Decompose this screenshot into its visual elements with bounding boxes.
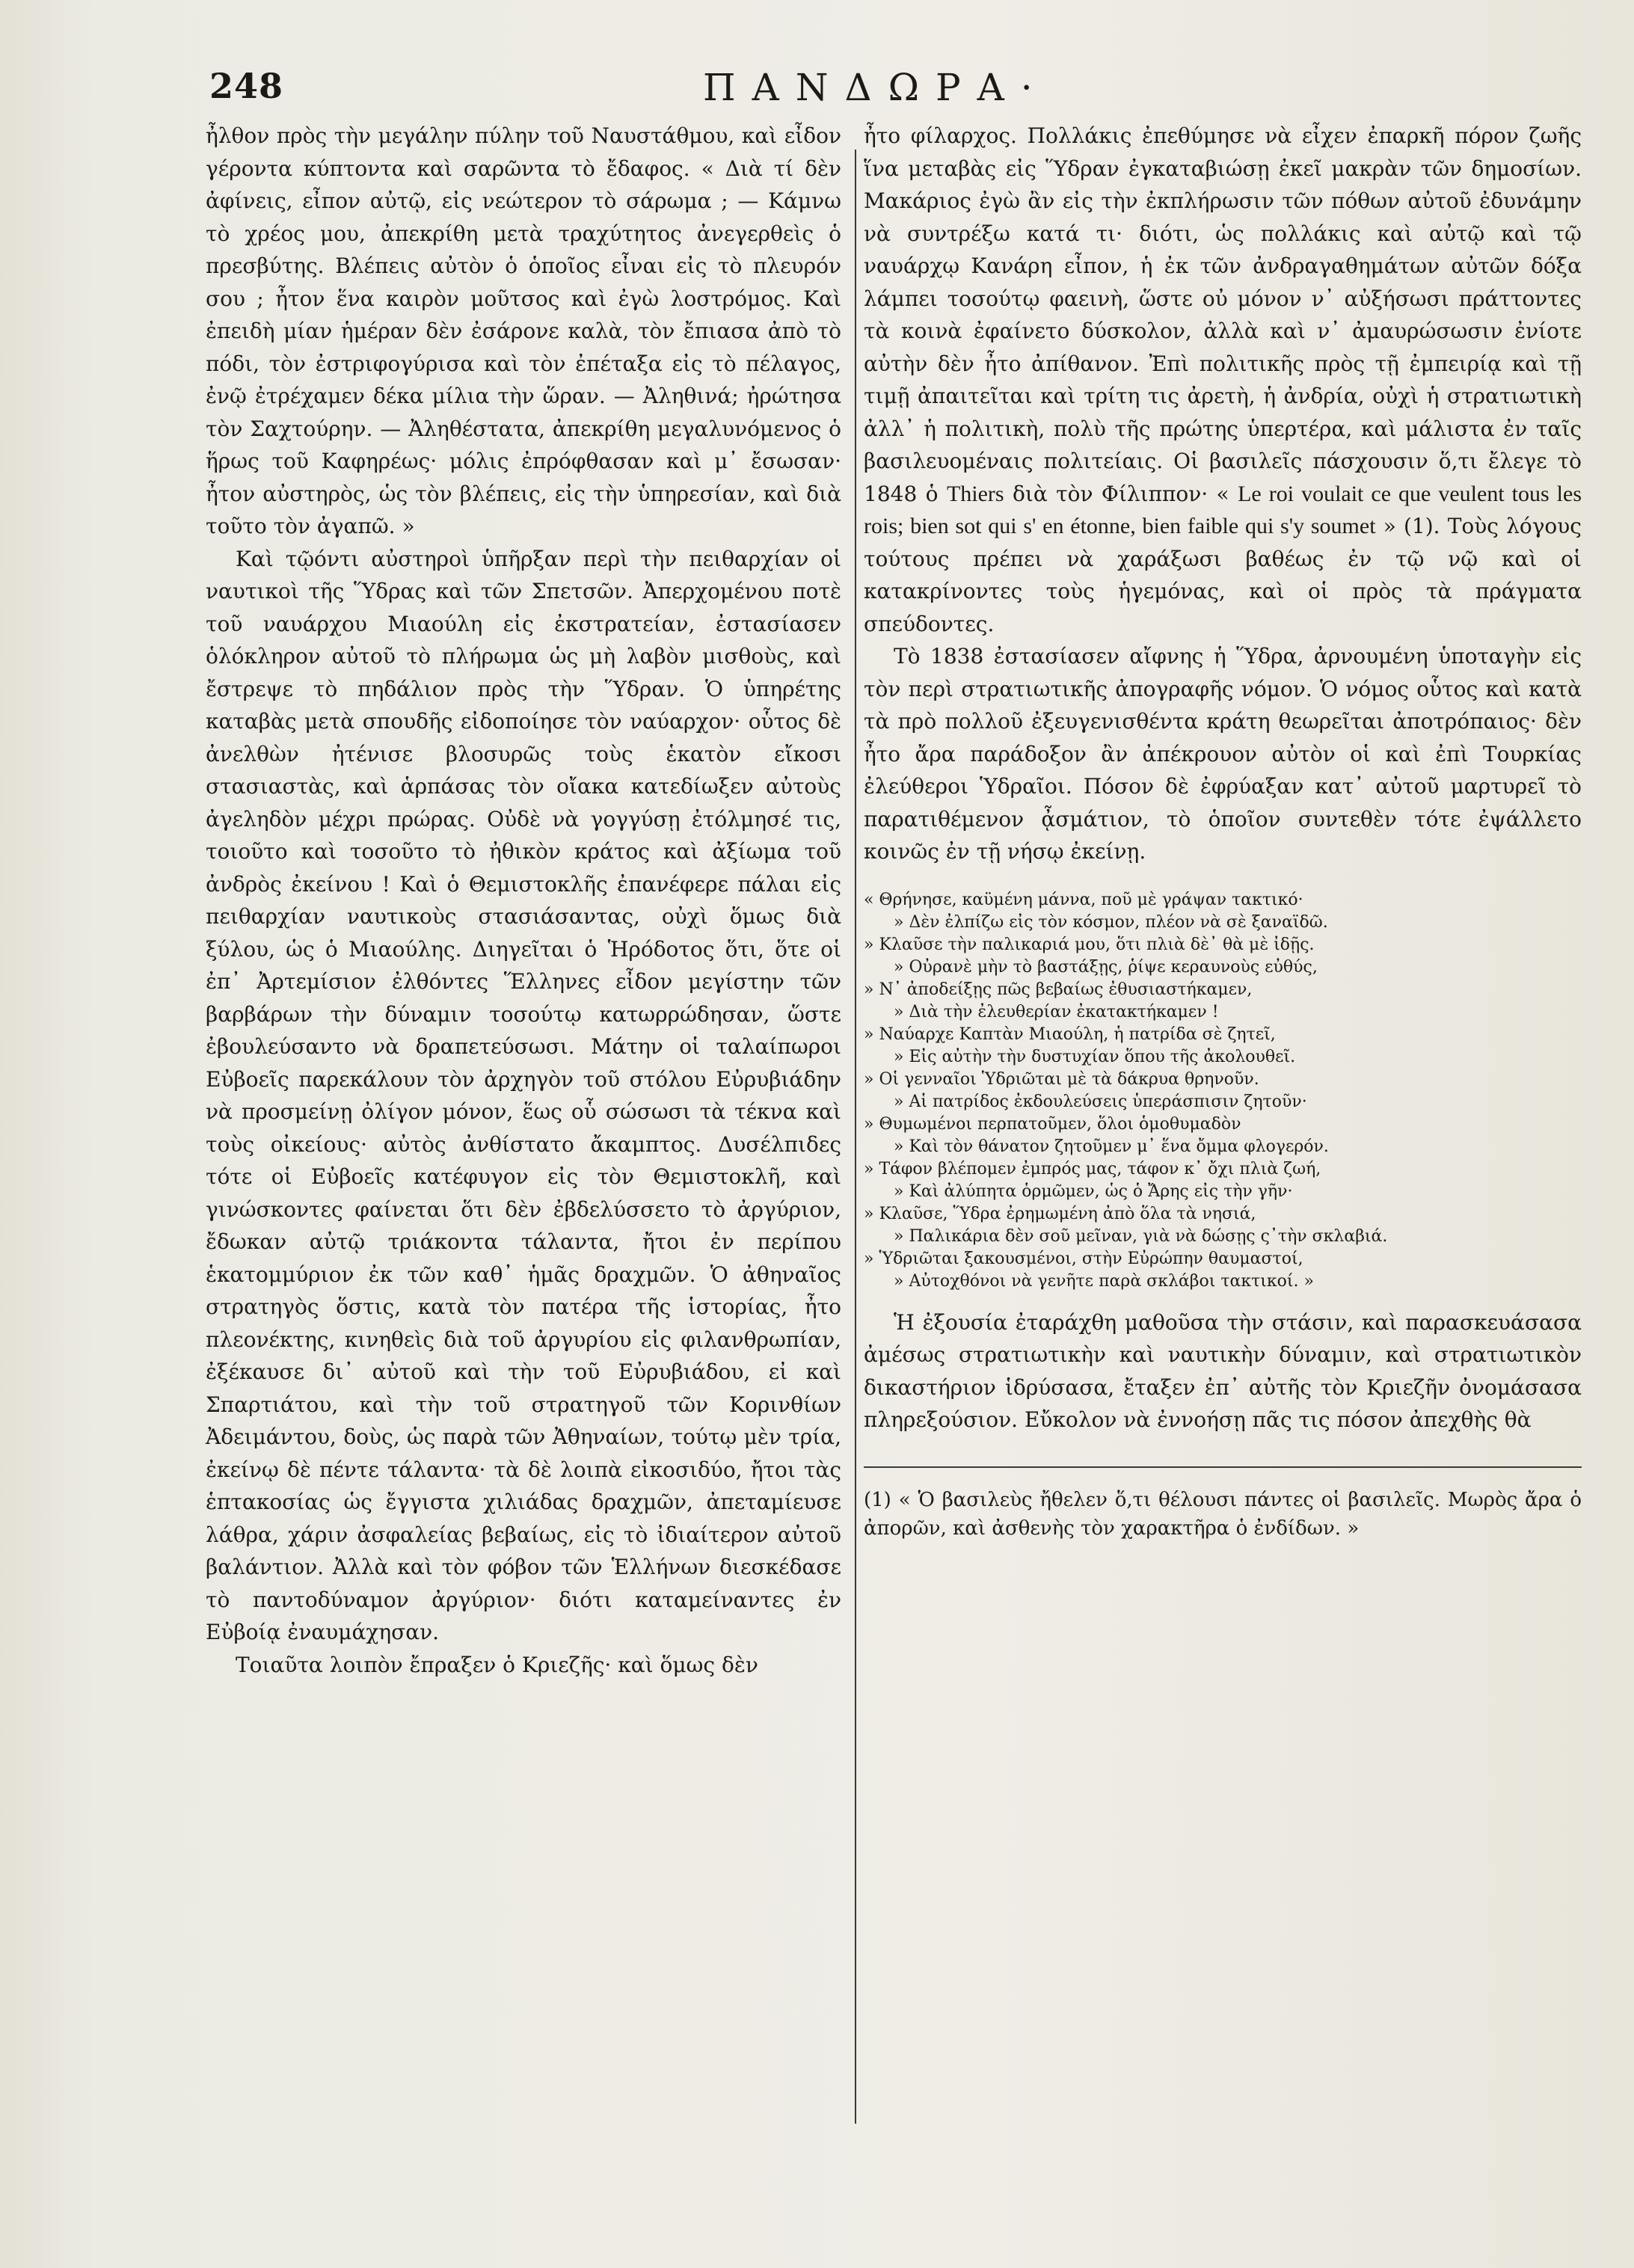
- hydra-song: [864, 889, 1582, 1293]
- column-divider: [855, 150, 856, 2124]
- footnote: (1) « Ὁ βασιλεὺς ἤθελεν ὅ,τι θέλουσι πάντες οἱ βασιλεῖς. Μωρὸς ἄρα ὁ ἀπορῶν, καὶ ἀσθενὴς τὸν χαρακτῆρα ὁ ἐνδίδων. »: [864, 1488, 1582, 1540]
- french-quote: Le roi voulait ce que veulent tous les rois; bien sot qui s' en étonne, bien faible qui s'y soumet: [864, 481, 1582, 538]
- poem-line: » Αὐτοχθόνοι νὰ γενῆτε παρὰ σκλάβοι τακτικοί. »: [894, 1271, 1314, 1291]
- thiers-name: Thiers: [946, 481, 1004, 506]
- poem-line: » Οὐρανὲ μὴν τὸ βαστάξῃς, ῥίψε κεραυνοὺς εὐθύς,: [894, 957, 1318, 977]
- poem-line: » Δὲν ἐλπίζω εἰς τὸν κόσμον, πλέον νὰ σὲ ξαναϊδῶ.: [894, 912, 1328, 932]
- poem-line: » Παλικάρια δὲν σοῦ μεῖναν, γιὰ νὰ δώσῃς ς᾽τὴν σκλαβιά.: [894, 1226, 1388, 1246]
- left-paragraph-2: Καὶ τῷόντι αὐστηροὶ ὑπῆρξαν περὶ τὴν πειθαρχίαν οἱ ναυτικοὶ τῆς Ὕδρας καὶ τῶν Σπετσῶν. Ἀπερχομένου ποτὲ τοῦ ναυάρχου Μιαούλη εἰς ἐκστρατείαν, ἐστασίασεν ὁλόκληρον αὐτοῦ τὸ πλήρωμα ὡς μὴ λαβὸν μισθοὺς, καὶ ἔστρεψε τὸ πηδάλιον πρὸς τὴν Ὕδραν. Ὁ ὑπηρέτης καταβὰς μετὰ σπουδῆς εἰδοποίησε τὸν ναύαρχον· οὗτος δὲ ἀνελθὼν ἠτένισε βλοσυρῶς τοὺς ἑκατὸν εἴκοσι στασιαστὰς, καὶ ἁρπάσας τὸν οἴακα κατεδίωξεν αὐτοὺς ἀγεληδὸν μέχρι πρώρας. Οὐδὲ νὰ γογγύσῃ ἐτόλμησέ τις, τοιοῦτο καὶ τοσοῦτο τὸ ἠθικὸν κράτος καὶ ἀξίωμα τοῦ ἀνδρὸς ἐκείνου ! Καὶ ὁ Θεμιστοκλῆς ἐπανέφερε πάλαι εἰς πειθαρχίαν ναυτικοὺς στασιάσαντας, οὐχὶ ὅμως διὰ ξύλου, ὡς ὁ Μιαούλης. Διηγεῖται ὁ Ἡρόδοτος ὅτι, ὅτε οἱ ἐπ᾽ Ἀρτεμίσιον ἐλθόντες Ἕλληνες εἶδον μεγίστην τῶν βαρβάρων τὴν δύναμιν τοσούτῳ κατωρρώδησαν, ὥστε ἐβουλεύσαντο νὰ δραπετεύσωσι. Μάτην οἱ ταλαίπωροι Εὐβοεῖς παρεκάλουν τὸν ἀρχηγὸν τοῦ στόλου Εὐρυβιάδην νὰ προσμείνῃ ὀλίγον μόνον, ἕως οὗ σώσωσι τὰ τέκνα καὶ τοὺς οἰκείους· αὐτὸς ἀνθίστατο ἄκαμπτος. Δυσέλπιδες τότε οἱ Εὐβοεῖς κατέφυγον εἰς τὸν Θεμιστοκλῆ, καὶ γινώσκοντες φαίνεται ὅτι δὲν ἐβδελύσσετο τὸ ἀργύριον, ἔδωκαν αὐτῷ τριάκοντα τάλαντα, ἤτοι ἐν περίπου ἑκατομμύριον ἐκ τῶν καθ᾽ ἡμᾶς δραχμῶν. Ὁ ἀθηναῖος στρατηγὸς ὅστις, κατὰ τὸν πατέρα τῆς ἱστορίας, ἦτο πλεονέκτης, κινηθεὶς διὰ τοῦ ἀργυρίου εἰς φιλανθρωπίαν, ἐξέκαυσε δι᾽ αὐτοῦ καὶ τὴν τοῦ Εὐρυβιάδου, εἰ καὶ Σπαρτιάτου, καὶ τὴν τοῦ στρατηγοῦ τῶν Κορινθίων Ἀδειμάντου, δοὺς, ὡς παρὰ τῶν Ἀθηναίων, τούτῳ μὲν τρία, ἐκείνῳ δὲ πέντε τάλαντα· τὰ δὲ λοιπὰ εἰκοσιδύο, ἤτοι τὰς ἑπτακοσίας ὡς ἔγγιστα χιλιάδας δραχμῶν, ἀπεταμίευσε λάθρα, χάριν ἀσφαλείας βεβαίως, εἰς τὸ ἰδιαίτερον αὐτοῦ βαλάντιον. Ἀλλὰ καὶ τὸν φόβον τῶν Ἑλλήνων διεσκέδασε τὸ παντοδύναμον ἀργύριον· διότι καταμείναντες ἐν Εὐβοίᾳ ἐναυμάχησαν.: [206, 546, 841, 1644]
- poem-line: » Τάφον βλέπομεν ἐμπρός μας, τάφον κ᾽ ὄχι πλιὰ ζωή,: [864, 1159, 1321, 1178]
- right-paragraph-1: [864, 120, 1582, 640]
- poem-line: » Ν᾽ ἀποδείξῃς πῶς βεβαίως ἐθυσιαστήκαμεν,: [864, 980, 1253, 999]
- poem-line: » Θυμωμένοι περπατοῦμεν, ὅλοι ὁμοθυμαδὸν: [864, 1114, 1241, 1134]
- poem-line: » Ναύαρχε Καπτὰν Μιαούλη, ἡ πατρίδα σὲ ζητεῖ,: [864, 1024, 1276, 1044]
- poem-line: » Αἱ πατρίδος ἐκδουλεύσεις ὑπεράσπισιν ζητοῦν·: [894, 1092, 1307, 1111]
- poem-line: » Εἰς αὐτὴν τὴν δυστυχίαν ὅπου τῆς ἀκολουθεῖ.: [894, 1047, 1296, 1066]
- poem-line: » Κλαῦσε τὴν παλικαριά μου, ὅτι πλιὰ δὲ᾽ θὰ μὲ ἰδῇς.: [864, 935, 1315, 954]
- poem-line: » Κλαῦσε, Ὕδρα ἐρημωμένη ἀπὸ ὅλα τὰ νησιά,: [864, 1204, 1256, 1223]
- right-paragraph-3: Ἡ ἐξουσία ἐταράχθη μαθοῦσα τὴν στάσιν, καὶ παρασκευάσασα ἀμέσως στρατιωτικὴν καὶ ναυτικὴν δύναμιν, καὶ στρατιωτικὸν δικαστήριον ἱδρύσασα, ἔταξεν ἐπ᾽ αὐτῆς τὸν Κριεζῆν ὀνομάσασα πληρεξούσιον. Εὔκολον νὰ ἐννοήσῃ πᾶς τις πόσον ἀπεχθὴς θὰ: [864, 1309, 1582, 1432]
- poem-line: » Καὶ τὸν θάνατον ζητοῦμεν μ᾽ ἕνα ὄμμα φλογερόν.: [894, 1137, 1329, 1156]
- right-paragraph-1-mid: διὰ τὸν Φίλιππον· «: [1004, 481, 1238, 506]
- poem-line: » Καὶ ἀλύπητα ὁρμῶμεν, ὡς ὁ Ἄρης εἰς τὴν γῆν·: [894, 1181, 1293, 1201]
- left-paragraph-3: Τοιαῦτα λοιπὸν ἔπραξεν ὁ Κριεζῆς· καὶ ὅμως δὲν: [236, 1652, 758, 1677]
- poem-line: « Θρήνησε, καϋμένη μάννα, ποῦ μὲ γράψαν τακτικό·: [864, 890, 1303, 909]
- right-paragraph-2: Τὸ 1838 ἐστασίασεν αἴφνης ἡ Ὕδρα, ἀρνουμένη ὑποταγὴν εἰς τὸν περὶ στρατιωτικῆς ἀπογραφῆς νόμον. Ὁ νόμος οὗτος καὶ κατὰ τὰ πρὸ πολλοῦ ἐξευγενισθέντα κράτη θεωρεῖται ἀποτρόπαιος· δὲν ἦτο ἄρα παράδοξον ἂν ἀπέκρουον αὐτὸν οἱ καὶ ἐπὶ Τουρκίας ἐλεύθεροι Ὑδραῖοι. Πόσον δὲ ἐφρύαξαν κατ᾽ αὐτοῦ μαρτυρεῖ τὸ παρατιθέμενον ᾆσμάτιον, τὸ ὁποῖον συντεθὲν τότε ἐψάλλετο κοινῶς ἐν τῇ νήσῳ ἐκείνῃ.: [864, 644, 1582, 864]
- left-paragraph-1: ἦλθον πρὸς τὴν μεγάλην πύλην τοῦ Ναυστάθμου, καὶ εἶδον γέροντα κύπτοντα καὶ σαρῶντα τὸ ἔδαφος. « Διὰ τί δὲν ἀφίνεις, εἶπον αὐτῷ, εἰς νεώτερον τὸ σάρωμα ; — Κάμνω τὸ χρέος μου, ἀπεκρίθη μετὰ τραχύτητος ἀνεγερθεὶς ὁ πρεσβύτης. Βλέπεις αὐτὸν ὁ ὁποῖος εἶναι εἰς τὸ πλευρόν σου ; ἦτον ἕνα καιρὸν μοῦτσος καὶ ἐγὼ λοστρόμος. Καὶ ἐπειδὴ μίαν ἡμέραν δὲν ἐσάρονε καλὰ, τὸν ἔπιασα ἀπὸ τὸ πόδι, τὸν ἐστριφογύρισα καὶ τὸν ἐπέταξα εἰς τὸ πέλαγος, ἐνῷ ἐτρέχαμεν δέκα μίλια τὴν ὥραν. — Ἀληθινά; ἠρώτησα τὸν Σαχτούρην. — Ἀληθέστατα, ἀπεκρίθη μεγαλυνόμενος ὁ ἥρως τοῦ Καφηρέως· μόλις ἐπρόφθασαν καὶ μ᾽ ἔσωσαν· ἦτον αὐστηρὸς, ὡς τὸν βλέπεις, εἰς τὴν ὑπηρεσίαν, καὶ διὰ τοῦτο τὸν ἀγαπῶ. »: [206, 123, 841, 538]
- right-paragraph-1-end: » (1). Τοὺς λόγους τούτους πρέπει νὰ χαράξωσι βαθέως ἐν τῷ νῷ καὶ οἱ κατακρίνοντες τοὺς ἡγεμόνας, καὶ οἱ πρὸς τὰ πράγματα σπεύδοντες.: [864, 514, 1582, 636]
- page-number: 248: [209, 66, 284, 106]
- right-paragraph-1-start: ἦτο φίλαρχος. Πολλάκις ἐπεθύμησε νὰ εἶχεν ἐπαρκῆ πόρον ζωῆς ἵνα μεταβὰς εἰς Ὕδραν ἐγκαταβιώσῃ ἐκεῖ μακρὰν τῶν δημοσίων. Μακάριος ἐγὼ ἂν εἰς τὴν ἐκπλήρωσιν τῶν πόθων αὐτοῦ ἐδυνάμην νὰ συντρέξω κατά τι· διότι, ὡς πολλάκις καὶ αὐτῷ καὶ τῷ ναυάρχῳ Κανάρη εἶπον, ἡ ἐκ τῶν ἀνδραγαθημάτων αὐτῶν δόξα λάμπει τοσούτῳ φαεινὴ, ὥστε οὐ μόνον ν᾽ αὐξήσωσι πράττοντες τὰ κοινὰ ἐφαίνετο δύσκολον, ἀλλὰ καὶ ν᾽ ἀμαυρώσωσιν ἐνίοτε αὐτὴν δὲν ἦτο ἀπίθανον. Ἐπὶ πολιτικῆς πρὸς τῇ ἐμπειρίᾳ καὶ τῇ τιμῇ ἀπαιτεῖται καὶ τρίτη τις ἀρετὴ, ἡ ἀνδρία, οὐχὶ ἡ στρατιωτικὴ ἀλλ᾽ ἡ πολιτικὴ, πολὺ τῆς πρώτης ὑπερτέρα, καὶ μάλιστα ἐν ταῖς βασιλευομέναις πολιτείαις. Οἱ βασιλεῖς πάσχουσιν ὅ,τι ἔλεγε τὸ 1848 ὁ: [864, 123, 1582, 506]
- footnote-rule: [864, 1466, 1582, 1468]
- poem-line: » Οἱ γενναῖοι Ὑδριῶται μὲ τὰ δάκρυα θρηνοῦν.: [864, 1069, 1259, 1089]
- left-column: [206, 120, 841, 1681]
- right-column: [864, 120, 1582, 1543]
- poem-line: » Διὰ τὴν ἐλευθερίαν ἐκατακτήκαμεν !: [894, 1002, 1219, 1021]
- running-title: ΠΑΝΔΩΡΑ·: [703, 66, 1049, 109]
- poem-line: » Ὑδριῶται ξακουσμένοι, στὴν Εὐρώπην θαυμαστοί,: [864, 1249, 1303, 1268]
